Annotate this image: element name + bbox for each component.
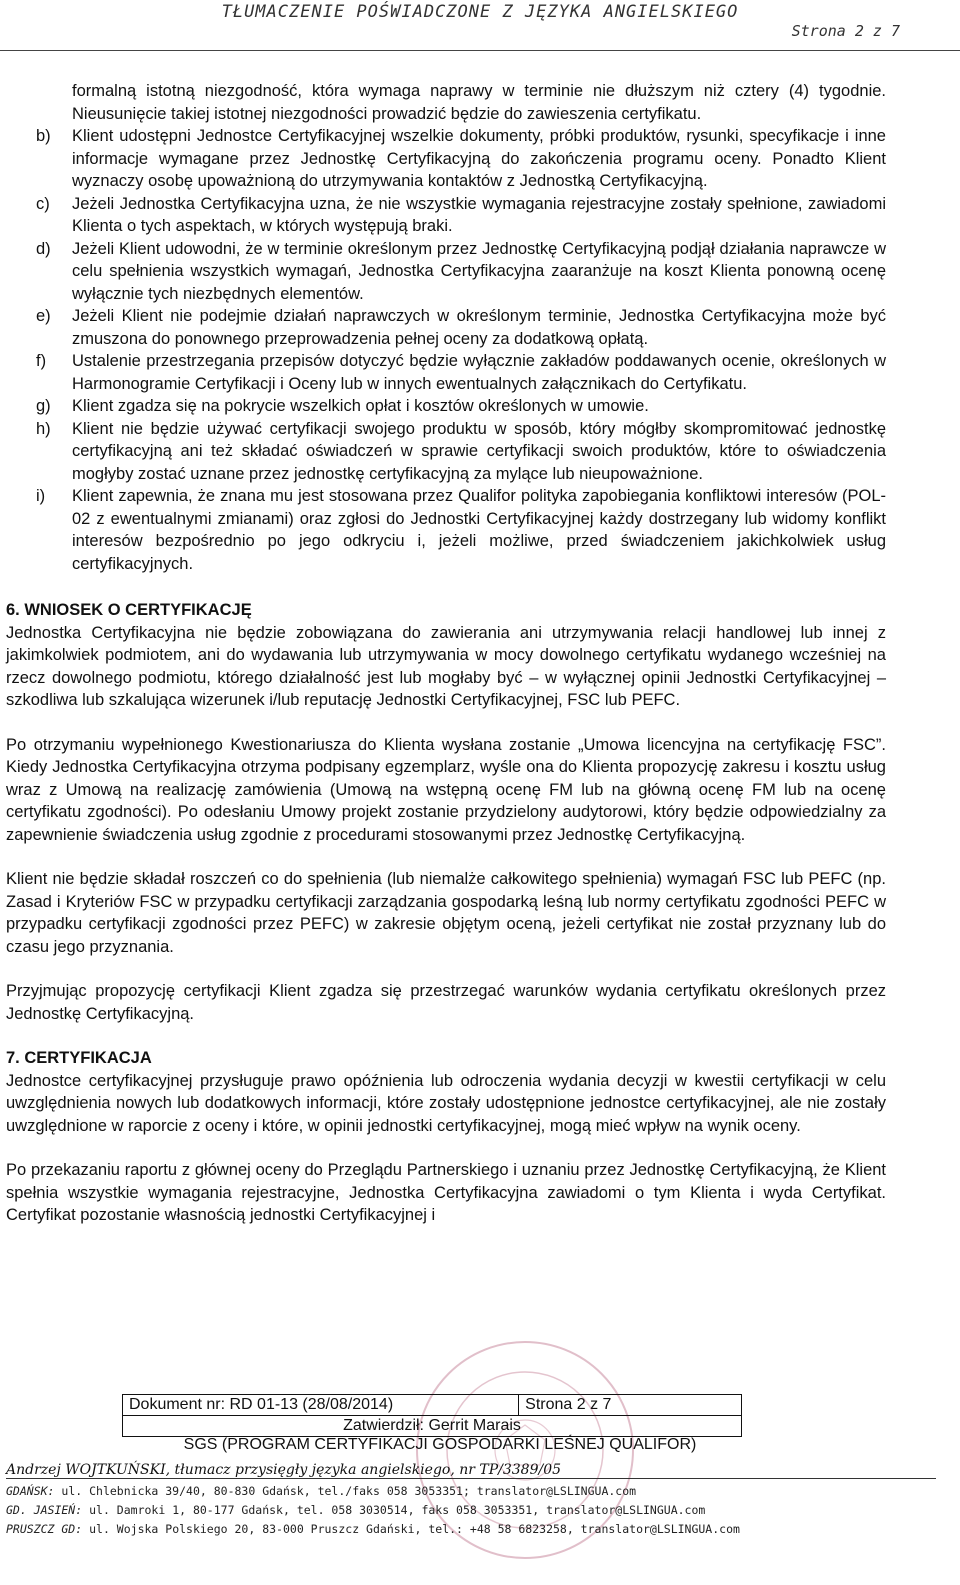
section-6-paragraph: Przyjmując propozycję certyfikacji Klient zgadza się przestrzegać warunków wydania certyfikatu określonych przez Jednostkę Certyfikacyjną. [6, 982, 886, 1023]
section-7-paragraph: Jednostce certyfikacyjnej przysługuje prawo opóźnienia lub odroczenia wydania decyzji w kwestii certyfikacji w celu uwzględnienia nowych lub dodatkowych informacji, które zostały udostępnione jednostce certyfikacyjnej, ale nie zostały uwzględnione w raporcie z oceny i które, w opinii jednostki certyfikacyjnej, mogą mieć wpływ na wynik oceny. [6, 1071, 886, 1135]
address-pruszcz [6, 1522, 740, 1536]
section-6-heading: 6. WNIOSEK O CERTYFIKACJĘ [6, 601, 252, 619]
list-marker: c) [36, 194, 50, 213]
list-marker: h) [36, 419, 51, 438]
list-item-text: Klient udostępni Jednostce Certyfikacyjnej wszelkie dokumenty, próbki produktów, rysunki, specyfikacje i inne informacje wymagane przez Jednostkę Certyfikacyjną do zakończenia programu oceny. Ponadto Klient wyznaczy osobę upoważnioną do utrzymywania kontaktów z Jednostką Certyfikacyjną. [72, 127, 886, 190]
address-city: GDAŃSK: [6, 1484, 55, 1498]
list-item-text: Jeżeli Jednostka Certyfikacyjna uzna, że nie wszystkie wymagania rejestracyjne zostały spełnione, zawiadomi Klienta o tych aspektach, w których występują braki. [72, 194, 886, 235]
section-7-heading: 7. CERTYFIKACJA [6, 1049, 152, 1067]
section-6-paragraph: Klient nie będzie składał roszczeń co do spełnienia (lub niemalże całkowitego spełnienia) wymagań FSC lub PEFC (np. Zasad i Kryteriów FSC w przypadku certyfikacji zarządzania gospodarką leśną lub normy certyfikatu zgodności PEFC w przypadku certyfikacji zgodności przez PEFC) w zakresie objętym oceną, jeżeli certyfikat nie został przyznany lub do czasu jego przyznania. [6, 870, 886, 956]
header-title: TŁUMACZENIE POŚWIADCZONE Z JĘZYKA ANGIELSKIEGO [221, 2, 739, 22]
list-marker: i) [36, 487, 46, 505]
list-item-text: Klient zgadza się na pokrycie wszelkich opłat i kosztów określonych w umowie. [72, 397, 649, 415]
list-item [6, 80, 886, 125]
list-item [6, 395, 886, 418]
list-item-text: Klient nie będzie używać certyfikacji swojego produktu w sposób, który mógłby skompromitować jednostkę certyfikacyjną ani też składać oświadczeń w sprawie certyfikacji swoich produktów, które to oświadczenia mogłyby zostać uznane przez jednostkę certyfikacyjną za mylące lub nieupoważnione. [72, 419, 886, 483]
approved-by: Zatwierdził: Gerrit Marais [123, 1416, 742, 1437]
list-marker: b) [36, 127, 51, 145]
section-6-paragraph: Po otrzymaniu wypełnionego Kwestionariusza do Klienta wysłana zostanie „Umowa licencyjna na certyfikację FSC”. Kiedy Jednostka Certyfikacyjna otrzyma podpisany egzemplarz, wyśle ona do Klienta propozycję zakresu i kosztu usług wraz z Umową na realizację zamówienia (Umową na wstępną ocenę FM lub na główną ocenę FM lub na ocenę certyfikatu zgodności). Po odesłaniu Umowy projekt zostanie przydzielony audytorowi, który będzie odpowiedzialny za zapewnienie świadczenia usług zgodnie z procedurami stosowanymi przez Jednostkę Certyfikacyjną. [6, 735, 886, 844]
footer-page-number: Strona 2 z 7 [519, 1395, 742, 1416]
list-item-text: formalną istotną niezgodność, która wymaga naprawy w terminie nie dłuższym niż cztery (4) tygodnie. Nieusunięcie takiej istotnej niezgodności prowadzić będzie do zawieszenia certyfikatu. [72, 82, 886, 123]
list-item [6, 305, 886, 350]
document-info-table [122, 1394, 742, 1437]
list-item-text: Ustalenie przestrzegania przepisów dotyczyć będzie wyłącznie zakładów poddawanych ocenie, określonych w Harmonogramie Certyfikacji i Oceny lub w innych ewentualnych załącznikach do Certyfikatu. [72, 352, 886, 393]
address-city: PRUSZCZ GD: [6, 1522, 83, 1536]
organization-name: SGS (PROGRAM CERTYFIKACJI GOSPODARKI LEŚNEJ QUALIFOR) [183, 1436, 697, 1453]
header-divider [0, 50, 960, 51]
list-item-text: Jeżeli Klient nie podejmie działań naprawczych w określonym terminie, Jednostka Certyfikacyjna może być zmuszona do ponownego przeprowadzenia pełnej oceny za dodatkową opłatą. [72, 307, 886, 348]
list-item-text: Jeżeli Klient udowodni, że w terminie określonym przez Jednostkę Certyfikacyjną podjął działania naprawcze w celu spełnienia wszystkich wymagań, Jednostka Certyfikacyjna zaaranżuje na koszt Klienta ponowną ocenę wyłącznie tych niezbędnych elementów. [72, 239, 886, 303]
document-number: Dokument nr: RD 01-13 (28/08/2014) [123, 1395, 519, 1416]
list-marker: e) [36, 307, 51, 325]
document-body [6, 80, 886, 1249]
list-marker: g) [36, 397, 51, 415]
address-city: GD. JASIEŃ: [6, 1503, 83, 1517]
list-item-text: Klient zapewnia, że znana mu jest stosowana przez Qualifor polityka zapobiegania konfliktowi interesów (POL-02 z ewentualnymi zmianami) oraz zgłosi do Jednostki Certyfikacyjnej każdy dostrzegany lub widomy konflikt interesów bezpośrednio po jego odkryciu i, jeżeli możliwe, przed świadczeniem jakichkolwiek usług certyfikacyjnych. [72, 487, 886, 573]
list-item [6, 193, 886, 238]
list-item [6, 418, 886, 486]
address-gdansk [6, 1484, 636, 1498]
list-marker: d) [36, 239, 51, 258]
list-item [6, 350, 886, 395]
address-text: ul. Wojska Polskiego 20, 83-000 Pruszcz Gdański, tel.: +48 58 6823258, translator@LSLINGUA.com [89, 1522, 740, 1536]
obligations-list [6, 80, 886, 575]
section-6-paragraph: Jednostka Certyfikacyjna nie będzie zobowiązana do zawierania ani utrzymywania relacji handlowej lub innej z jakimkolwiek podmiotem, ani do wydawania lub utrzymywania w mocy dowolnego certyfikatu wydanego wcześniej na rzecz dowolnego podmiotu, którego działalność jest lub mogłaby być – w wyłącznej opinii Jednostki Certyfikacyjnej – szkodliwa lub szkalująca wizerunek i/lub reputację Jednostki Certyfikacyjnej, FSC lub PEFC. [6, 623, 886, 709]
translator-line: Andrzej WOJTKUŃSKI, tłumacz przysięgły języka angielskiego, nr TP/3389/05 [6, 1462, 936, 1479]
address-text: ul. Chlebnicka 39/40, 80-830 Gdańsk, tel./faks 058 3053351; translator@LSLINGUA.com [61, 1484, 637, 1498]
header-page-number: Strona 2 z 7 [791, 22, 900, 40]
list-item [6, 125, 886, 193]
address-jasien [6, 1503, 705, 1517]
list-marker: f) [36, 352, 47, 370]
list-item [6, 485, 886, 575]
section-7-paragraph: Po przekazaniu raportu z głównej oceny do Przeglądu Partnerskiego i uznaniu przez Jednostkę Certyfikacyjną, że Klient spełnia wszystkie wymagania rejestracyjne, Jednostka Certyfikacyjna zawiadomi o tym Klienta i wyda Certyfikat. Certyfikat pozostanie własnością jednostki Certyfikacyjnej i [6, 1161, 886, 1224]
list-item [6, 238, 886, 306]
address-text: ul. Damroki 1, 80-177 Gdańsk, tel. 058 3030514, faks 058 3053351, translator@LSLINGUA.com [89, 1503, 706, 1517]
